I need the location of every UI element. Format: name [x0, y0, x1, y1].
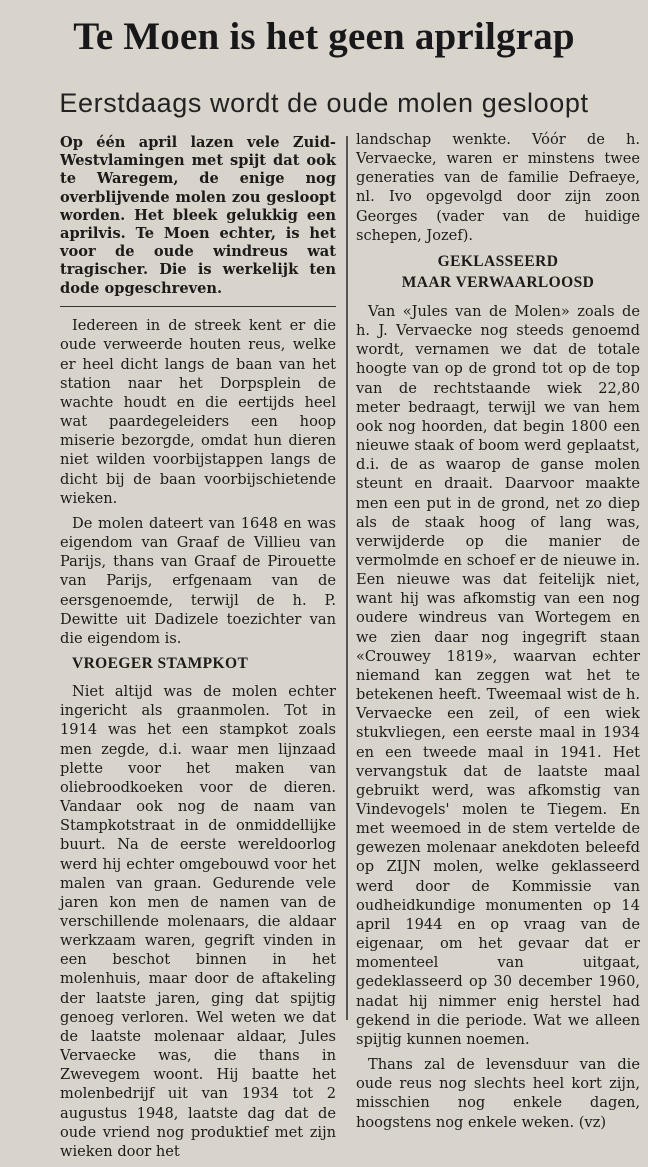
column-right	[356, 130, 640, 1138]
paragraph-6: Thans zal de levensduur van die oude reus nog slechts heel kort zijn, misschien nog enkele dagen, hoogstens nog enkele weken. (vz)	[356, 1056, 640, 1131]
paragraph-5: Van «Jules van de Molen» zoals de h. J. Vervaecke nog steeds genoemd wordt, vernamen we dat de totale hoogte van op de grond tot op de top van de rechtstaande wiek 22,80 meter bedraagt, terwijl we van hem ook nog hoorden, dat begin 1800 een nieuwe staak of boom werd geplaatst, d.i. de as waarop de ganse molen steunt en draait. Daarvoor maakte men een put in de grond, net zo diep als de staak hoog of lang was, verwijderde op die manier de vermolmde en schoef er de nieuwe in. Een nieuwe was dat feitelijk niet, want hij was afkomstig van een nog oudere windreus van Wortegem en we zien daar nog ingegrift staan «Crouwey 1819», waarvan echter niemand kan zeggen wat het te betekenen heeft. Tweemaal wist de h. Vervaecke een zeil, of een wiek stukvliegen, een eerste maal in 1934 en een tweede maal in 1941. Het vervangstuk dat de laatste maal gebruikt werd, was afkomstig van Vindevogels' molen te Tiegem. En met weemoed in de stem vertelde de gewezen molenaar anekdoten beleefd op ZIJN molen, welke geklasseerd werd door de Kommissie van oudheidkundige monumenten op 14 april 1944 en op vraag van de eigenaar, om het gevaar dat er momenteel van uitgaat, gedeklasseerd op 30 december 1960, nadat hij nimmer enig herstel had gekend in die periode. Wat we alleen spijtig kunnen noemen.	[356, 302, 640, 1048]
paragraph-4: landschap wenkte. Vóór de h. Vervaecke, waren er minstens twee generaties van de familie Defraeye, nl. Ivo opgevolgd door zijn zoon Georges (vader van de huidige schepen, Jozef).	[356, 131, 640, 244]
headline: Te Moen is het geen aprilgrap	[73, 15, 575, 58]
paragraph-1: Iedereen in de streek kent er die oude verweerde houten reus, welke er heel dicht langs de baan van het station naar het Dorpsplein de wachte houdt en die eertijds heel wat paardegeleiders een hoop miserie bezorgde, omdat hun dieren niet wilden voorbijstappen langs de dicht bij de baan voorbijschietende wieken.	[60, 317, 336, 507]
lead-divider	[60, 306, 336, 308]
subheading-geklasseerd	[356, 251, 640, 293]
column-left	[60, 134, 336, 1167]
subheading-geklasseerd-line1: GEKLASSEERD	[437, 252, 559, 270]
subheading-vroeger-stampkot: VROEGER STAMPKOT	[72, 654, 249, 672]
lead-paragraph: Op één april lazen vele Zuid-Westvlamingen met spijt dat ook te Waregem, de enige nog overblijvende molen zou gesloopt worden. Het bleek gelukkig een aprilvis. Te Moen echter, is het voor de oude windreus wat tragischer. Die is werkelijk ten dode opgeschreven.	[60, 134, 336, 297]
column-divider	[346, 136, 348, 1020]
paragraph-3: Niet altijd was de molen echter ingericht als graanmolen. Tot in 1914 was het een stampkot zoals men zegde, d.i. waar men lijnzaad plette voor het maken van oliebroodkoeken voor de dieren. Vandaar ook nog de naam van Stampkotstraat in de onmiddellijke buurt. Na de eerste wereldoorlog werd hij echter omgebouwd voor het malen van graan. Gedurende vele jaren kon men de namen van de verschillende molenaars, die aldaar werkzaam waren, gegrift vinden in een beschot binnen in het molenhuis, maar door de aftakeling der laatste jaren, ging dat spijtig genoeg verloren. Wel weten we dat de laatste molenaar aldaar, Jules Vervaecke was, die thans in Zwevegem woont. Hij baatte het molenbedrijf uit van 1934 tot 2 augustus 1948, laatste dag dat de oude vriend nog produktief met zijn wieken door het	[60, 683, 336, 1160]
subheading-geklasseerd-line2: MAAR VERWAARLOOSD	[401, 273, 595, 291]
subheadline: Eerstdaags wordt de oude molen gesloopt	[59, 88, 589, 118]
paragraph-2: De molen dateert van 1648 en was eigendom van Graaf de Villieu van Parijs, thans van Graaf de Pirouette van Parijs, erfgenaam van de eersgenoemde, terwijl de h. P. Dewitte uit Dadizele toezichter van die eigendom is.	[60, 514, 336, 647]
